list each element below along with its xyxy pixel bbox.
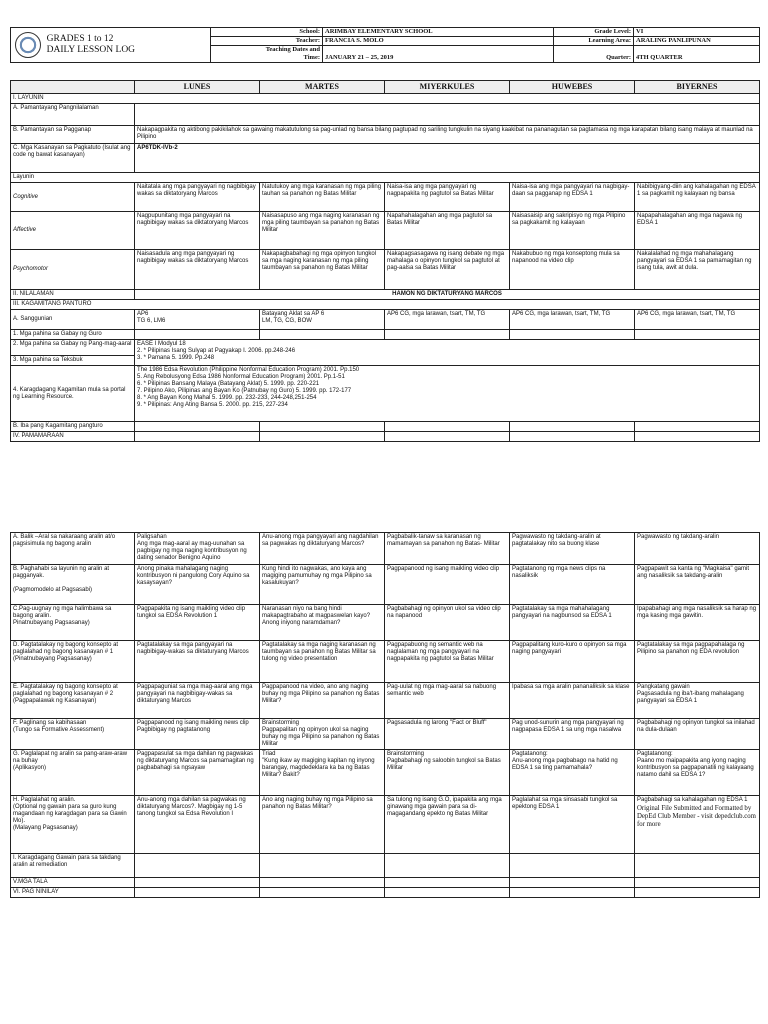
day-header-biyernes: BIYERNES <box>635 81 760 94</box>
procedure-cell-martes: Naranasan niyo na bang hindi makapagtrabaho at magpaswelan kayo? Anong iniyong naramdaman? <box>260 605 385 641</box>
procedure-cell-martes: Triad "Kung ikaw ay magiging kapitan ng inyong barangay, magdedeklara ka ba ng Batas Militar? Bakit? <box>260 750 385 796</box>
procedure-row <box>11 750 760 796</box>
procedure-cell-lunes: Pagpapaguniat sa mga mag-aaral ang mga pangyayari na nagbibigay-wakas sa diktaturyang Marcos <box>135 683 260 719</box>
day-header-lunes: LUNES <box>135 81 260 94</box>
procedure-row-label: VI. PAG NINILAY <box>11 888 135 898</box>
row-label-pamantayan-pangnilalaman: A. Pamantayang Pangnilalaman <box>11 104 135 126</box>
lr-portal-text: The 1986 Edsa Revolution (Philippine Nonformal Education Program) 2001. Pp.150 5. Ang Rebolusyong Edsa 1986 Nonformal Education Program) 2001. Pp.1-51 6. * Pilipinas Bansang Malaya (Batayang Aklat) 5. 1999. pp. 220-221 7. Pilipino Ako, Pilipinas ang Bayan Ko (Patnubay ng Guro) 5. 1999. pp. 172-177 8. * Ang Bayan Kong Mahal 5. 1999. pp. 232-233, 244-248,251-254 9. * Pilipinas: Ang Ating Bansa 5. 2000. pp. 215, 227-234 <box>135 366 760 422</box>
row-label-sanggunian: A. Sanggunian <box>11 310 135 330</box>
area-value: ARALING PANLIPUNAN <box>634 37 760 46</box>
procedure-row <box>11 605 760 641</box>
procedure-cell-huwebes: Pag unod-sunurin ang mga pangyayari ng nagpapasa EDSA 1 sa ung mga nasalwa <box>510 719 635 750</box>
grade-value: VI <box>634 28 760 37</box>
procedure-row <box>11 641 760 683</box>
psychomotor-huwebes: Nakabubuo ng mga konseptong mula sa napanood na video clip <box>510 250 635 290</box>
procedure-cell-miyerkules: Pagbabahagi ng opinyon ukol sa video clip na napanood <box>385 605 510 641</box>
procedure-cell-huwebes <box>510 888 635 898</box>
procedure-cell-lunes: Anong pinaka mahalagang naging kontribusyon ni pangulong Cory Aquino sa kasaysayan? <box>135 565 260 605</box>
quarter-value: 4TH QUARTER <box>634 46 760 63</box>
deped-seal-icon <box>15 32 41 58</box>
day-header-huwebes: HUWEBES <box>510 81 635 94</box>
procedure-row-label: C.Pag-uugnay ng mga halimbawa sa bagong aralin. Pinatnubayang Pagsasanay) <box>11 605 135 641</box>
procedure-cell-miyerkules: Pag-uulat ng mga mag-aaral sa nabuong semantic web <box>385 683 510 719</box>
procedure-cell-biyernes: Pagpapawit sa kanta ng "Magkaisa" gamit ang nasaliksik sa takdang-aralin <box>635 565 760 605</box>
procedure-row <box>11 888 760 898</box>
pamantayan-pagganap-text: Nakapagpakita ng aktibong pakikilahok sa gawaing makatutulong sa pag-unlad ng bansa bilang pagtupad ng sariling tungkulin na siyang kaakibat na pananagutan sa pagtamasa ng mga karapatan bilang isang malaya at maunlad na Pilipino <box>135 126 760 144</box>
procedure-cell-huwebes <box>510 854 635 878</box>
cognitive-martes: Natutukoy ang mga karanasan ng mga piling tauhan sa panahon ng Batas Militar <box>260 183 385 212</box>
procedure-row <box>11 565 760 605</box>
affective-miyerkules: Napahahalagahan ang mga pagtutol sa Batas Militar <box>385 212 510 250</box>
sanggunian-miyerkules: AP6 CG, mga larawan, tsart, TM, TG <box>385 310 510 330</box>
school-label: School: <box>211 28 323 37</box>
section-layunin: I. LAYUNIN <box>11 94 760 104</box>
procedure-cell-huwebes: Pagtatanong: Anu-anong mga pagbabago na hatid ng EDSA 1 sa ting pamamahala? <box>510 750 635 796</box>
psychomotor-lunes: Naisasadula ang mga pangyayari ng nagbibigay wakas sa diktatoryang Marcos <box>135 250 260 290</box>
procedure-cell-martes: Ano ang naging buhay ng mga Pilipino sa panahon ng Batas Militar? <box>260 796 385 854</box>
dates-label: Teaching Dates and Time: <box>211 46 323 63</box>
learner-materials-text: EASE I Modyul 18 2. * Pilipinas Isang Sulyap at Pagyakap I. 2006. pp.248-246 3. * Pamana 5. 1999. Pp.248 <box>135 340 760 366</box>
procedure-cell-lunes: Pagtatalakay sa mga pangyayari na nagbibigay-wakas sa diktaturyang Marcos <box>135 641 260 683</box>
procedure-row-label: I. Karagdagang Gawain para sa takdang aralin at remediation <box>11 854 135 878</box>
procedure-cell-lunes <box>135 854 260 878</box>
procedure-row-label: E. Pagtatalakay ng bagong konsepto at paglalahad ng bagong kasanayan # 2 (Pagpapalawak ng Kasanayan) <box>11 683 135 719</box>
procedure-cell-martes: Pagtatalakay sa mga naging karanasan ng taumbayan sa panahon ng Batas Militar sa tulong ng video presentation <box>260 641 385 683</box>
procedure-cell-biyernes: Pagtatalakay sa mga pagpapahalaga ng Pilipino sa panahon ng EDA revolution <box>635 641 760 683</box>
layunin-subheader: Layunin <box>11 173 760 183</box>
procedure-row <box>11 719 760 750</box>
nilalaman-text: HAMON NG DIKTATURYANG MARCOS <box>135 290 760 300</box>
procedure-row-label: F. Paglinang sa kabihasaan (Tungo sa Formative Assessment) <box>11 719 135 750</box>
procedure-cell-martes: Kung hindi ito nagwakas, ano kaya ang magiging pamumuhay ng mga Pilipino sa kasalukuyan? <box>260 565 385 605</box>
procedure-row-label: D. Pagtatalakay ng bagong konsepto at paglalahad ng bagong kasanayan # 1 (Pinatnubayang Pagsasanay) <box>11 641 135 683</box>
procedure-cell-miyerkules <box>385 878 510 888</box>
cognitive-huwebes: Naisa-isa ang mga pangyayari na nagbigay-daan sa pagganap ng EDSA 1 <box>510 183 635 212</box>
procedure-cell-text: Pagbabahagi sa kahalagahan ng EDSA 1 <box>637 797 748 803</box>
procedure-cell-biyernes <box>635 878 760 888</box>
procedure-cell-miyerkules: Pagpapabuong ng semantic web na naglalaman ng mga pangyayari na nagpapakita ng pagtutol sa Batas Militar <box>385 641 510 683</box>
section-pamamaraan: IV. PAMAMARAAN <box>11 432 135 442</box>
procedure-row-label: H. Paglalahat ng aralin. (Optional ng gawain para sa guro kung magandaan ng karagdagan para sa Gawin Mo). (Malayang Pagsasanay) <box>11 796 135 854</box>
procedure-cell-huwebes: Ipabasa sa mga aralin pananaliksik sa klase <box>510 683 635 719</box>
sanggunian-biyernes: AP6 CG, mga larawan, tsart, TM, TG <box>635 310 760 330</box>
procedure-cell-lunes: Pagpapanood ng isang maikling news clip Pagbibigay ng pagtatanong <box>135 719 260 750</box>
sanggunian-huwebes: AP6 CG, mga larawan, tsart, TM, TG <box>510 310 635 330</box>
procedure-cell-biyernes <box>635 854 760 878</box>
teacher-label: Teacher: <box>211 37 323 46</box>
procedure-cell-huwebes <box>510 878 635 888</box>
procedure-cell-miyerkules: Sa tulong ng isang G.O, ipapakita ang mga ginawang mga gawain para sa di-magagandang epekto ng Batas Militar <box>385 796 510 854</box>
procedure-cell-martes <box>260 888 385 898</box>
procedure-cell-martes: Pagpapanood na video, ano ang naging buhay ng mga Pilipino sa panahon ng Batas Militar? <box>260 683 385 719</box>
procedure-cell-biyernes <box>635 888 760 898</box>
procedure-cell-lunes <box>135 878 260 888</box>
row-label-gabay-mag-aaral: 2. Mga pahina sa Gabay ng Pang-mag-aaral <box>11 340 135 356</box>
row-label-affective: Affective <box>11 212 135 250</box>
form-title-line2: DAILY LESSON LOG <box>46 45 136 55</box>
sanggunian-martes: Batayang Aklat sa AP 6 LM, TG, CG, BOW <box>260 310 385 330</box>
header-logo-cell <box>11 28 211 63</box>
procedure-row-label: G. Paglalapat ng aralin sa pang-araw-araw na buhay (Aplikasyon) <box>11 750 135 796</box>
procedure-cell-lunes: Anu-anong mga dahilan sa pagwakas ng diktaturyang Marcos?. Magbigay ng 1-5 tanong tungkol sa Edsa Revolution I <box>135 796 260 854</box>
procedure-cell-lunes <box>135 888 260 898</box>
area-label: Learning Area: <box>554 37 634 46</box>
procedure-cell-martes: Anu-anong mga pangyayari ang nagdahilan sa pagwakas ng diktaturyang Marcos? <box>260 533 385 565</box>
row-label-iba-pang: B. Iba pang Kagamitang pangturo <box>11 422 135 432</box>
depedclub-note: Original File Submitted and Formatted by DepEd Club Member - visit depedclub.com for more <box>637 805 756 828</box>
cognitive-miyerkules: Naisa-isa ang mga pangyayari ng nagpapakita ng pagtutol sa Batas Militar <box>385 183 510 212</box>
lesson-table-part1 <box>10 80 759 442</box>
procedure-cell-miyerkules: Pagbabalik-tanaw sa karanasan ng mamamayan sa panahon ng Batas- Militar <box>385 533 510 565</box>
grade-label: Grade Level: <box>554 28 634 37</box>
procedure-cell-lunes: Paligsahan Ang mga mag-aaral ay mag-uunahan sa pagbigay ng mga naging kontribusyon ng dating senador Benigno Aquino <box>135 533 260 565</box>
procedure-cell-martes <box>260 878 385 888</box>
teacher-value: FRANCIA S. MOLO <box>323 37 554 46</box>
day-header-martes: MARTES <box>260 81 385 94</box>
procedure-cell-biyernes: Pangkatang gawain Pagsasadula ng iba't-ibang mahalagang pangyayari sa EDSA 1 <box>635 683 760 719</box>
procedure-cell-martes: Brainstorming Pagpapalitan ng opinyon ukol sa naging buhay ng mga Pilipino sa panahon ng Batas Militar <box>260 719 385 750</box>
section-kagamitan: III. KAGAMITANG PANTURO <box>11 300 760 310</box>
procedure-cell-lunes: Pagpapakita ng isang maikling video clip tungkol sa EDSA Revolution 1 <box>135 605 260 641</box>
row-label-pamantayan-pagganap: B. Pamantayan sa Pagganap <box>11 126 135 144</box>
row-label-cognitive: Cognitive <box>11 183 135 212</box>
procedure-cell-huwebes: Pagwawasto ng takdang-aralin at pagtatalakay nito sa buong klase <box>510 533 635 565</box>
dates-value: JANUARY 21 – 25, 2019 <box>323 46 554 63</box>
procedure-cell-huwebes: Pagtatanong ng mga news clips na nasaliksik <box>510 565 635 605</box>
row-label-gabay-guro: 1. Mga pahina sa Gabay ng Guro <box>11 330 135 340</box>
lesson-table-part2 <box>10 532 759 898</box>
procedure-cell-biyernes: Pagwawasto ng takdang-aralin <box>635 533 760 565</box>
cognitive-biyernes: Nabibigyang-diin ang kahalagahan ng EDSA 1 sa pagkamit ng kalayaan ng bansa <box>635 183 760 212</box>
procedure-row-label: B. Paghahabi sa layunin ng aralin at pagganyak. (Pagmomodelo at Pagsasabi) <box>11 565 135 605</box>
affective-huwebes: Naisasaisip ang sakripisyo ng mga Pilipino sa pagkakamit ng kalayaan <box>510 212 635 250</box>
procedure-cell-miyerkules <box>385 888 510 898</box>
procedure-cell-miyerkules <box>385 854 510 878</box>
row-label-lr-portal: 4. Karagdagang Kagamitan mula sa portal ng Learning Resource. <box>11 366 135 422</box>
procedure-row <box>11 796 760 854</box>
day-header-miyerkules: MIYERKULES <box>385 81 510 94</box>
procedure-row <box>11 683 760 719</box>
kasanayan-code: AP6TDK-IVb-2 <box>135 144 760 173</box>
procedure-cell-huwebes: Pagtatalakay sa mga mahahalagang pangyayari na nagbunsod sa EDSA 1 <box>510 605 635 641</box>
pamantayan-pangnilalaman-text <box>135 104 760 126</box>
psychomotor-miyerkules: Nakapagsasagawa ng isang debate ng mga mahalaga o opinyon tungkol sa pagtutol at pag-aalsa sa Batas Militar <box>385 250 510 290</box>
procedure-cell-huwebes: Pagpapalitang kuro-kuro o opinyon sa mga naging pangyayari <box>510 641 635 683</box>
row-label-teksbuk: 3. Mga pahina sa Teksbuk <box>11 356 135 366</box>
psychomotor-martes: Nakapagbabahagi ng mga opinyon tungkol sa mga naging karanasan ng mga piling taumbayan sa panahon ng Batas Militar <box>260 250 385 290</box>
row-label-psychomotor: Psychomotor <box>11 250 135 290</box>
affective-martes: Naisasapuso ang mga naging karanasan ng mga piling taumbayan sa panahon ng Batas Militar <box>260 212 385 250</box>
procedure-cell-lunes: Pagpapasulat sa mga dahilan ng pagwakas ng diktaturyang Marcos sa pamamagitan ng pagbabahagi sa ngsayaw <box>135 750 260 796</box>
procedure-row <box>11 854 760 878</box>
procedure-row-label: V.MGA TALA <box>11 878 135 888</box>
row-label-kasanayan: C. Mga Kasanayan sa Pagkatuto (Isulat ang code ng bawat kasanayan) <box>11 144 135 173</box>
cognitive-lunes: Naitatala ang mga pangyayari ng nagbibigay wakas sa diktatoryang Marcos <box>135 183 260 212</box>
procedure-cell-biyernes: Ipapabahagi ang mga nasaliksik sa harap ng mga kasing mga gawitin. <box>635 605 760 641</box>
sanggunian-lunes: AP6 TG 6, LM6 <box>135 310 260 330</box>
school-value: ARIMBAY ELEMENTARY SCHOOL <box>323 28 554 37</box>
day-header-blank <box>11 81 135 94</box>
procedure-cell-biyernes: Pagtatanong: Paano mo maipapakita ang iyong naging kontribusyon sa pagpapanatili ng kalayaang natamo dahil sa EDSA 1? <box>635 750 760 796</box>
procedure-cell-miyerkules: Pagpapanood ng isang maikling video clip <box>385 565 510 605</box>
procedure-row <box>11 878 760 888</box>
procedure-row <box>11 533 760 565</box>
procedure-cell-biyernes: Pagbabahagi ng opinyon tungkol sa inilahad na dula-dulaan <box>635 719 760 750</box>
quarter-label: Quarter: <box>554 46 634 63</box>
psychomotor-biyernes: Nakalalahad ng mga mahahalagang pangyayari sa EDSA 1 sa pamamagitan ng isang tula, awit at dula. <box>635 250 760 290</box>
affective-lunes: Nagpupunitang mga pangyayari na nagbibigay wakas sa diktatoryang Marcos <box>135 212 260 250</box>
procedure-cell-huwebes: Paglalahat sa mga sinsasabi tungkol sa epektong EDSA 1 <box>510 796 635 854</box>
procedure-cell-biyernes <box>635 796 760 854</box>
procedure-row-label: A. Balik –Aral sa nakaraang aralin at/o pagsisimula ng bagong aralin <box>11 533 135 565</box>
procedure-cell-miyerkules: Pagsasadula ng larong "Fact or Bluff" <box>385 719 510 750</box>
procedure-cell-martes <box>260 854 385 878</box>
affective-biyernes: Napapahalagahan ang mga nagawa ng EDSA 1 <box>635 212 760 250</box>
section-nilalaman: II. NILALAMAN <box>11 290 135 300</box>
procedure-cell-miyerkules: Brainstorming Pagbabahagi ng saloobin tungkol sa Batas Militar <box>385 750 510 796</box>
form-title-line1: GRADES 1 to 12 <box>46 34 114 44</box>
header-block <box>10 27 759 63</box>
